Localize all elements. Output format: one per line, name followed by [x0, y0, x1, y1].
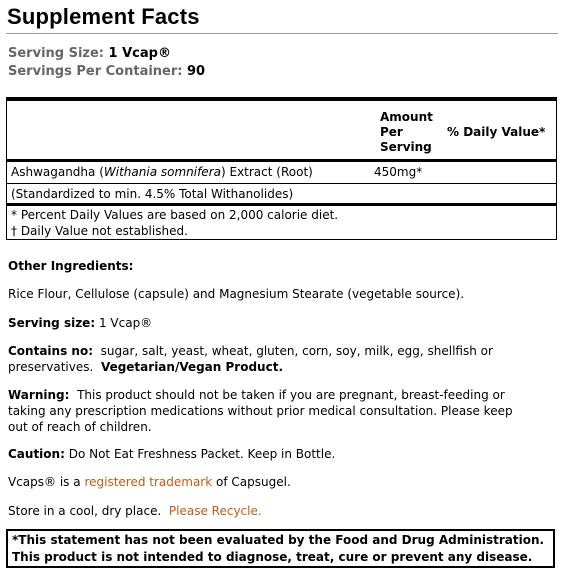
registered-trademark-link[interactable]: registered trademark [84, 475, 213, 489]
supplement-facts-table [6, 97, 557, 240]
contains-no-line1: sugar, salt, yeast, wheat, gluten, corn, soy, milk, egg, shellfish or [100, 344, 493, 358]
serving-size-line-value: 1 Vcap® [98, 316, 153, 330]
warning-line2: taking any prescription medications without prior medical consultation. Please keep [8, 404, 513, 418]
amount-per-serving-header [380, 110, 433, 155]
trademark-line [8, 474, 556, 490]
ingredient-name-suffix: ) Extract (Root) [220, 165, 313, 179]
daily-value-header: % Daily Value* [447, 125, 546, 139]
other-ingredients-text: Rice Flour, Cellulose (capsule) and Magnesium Stearate (vegetable source). [8, 287, 465, 301]
caution-text: Do Not Eat Freshness Packet. Keep in Bottle. [68, 447, 336, 461]
header-line: Amount [380, 110, 433, 124]
footnote-dv-not-established: † Daily Value not established. [11, 224, 188, 238]
serving-size-value: 1 Vcap® [108, 46, 171, 61]
serving-size-line [8, 315, 556, 331]
thick-divider [7, 159, 556, 162]
serving-size-line-label: Serving size: [8, 316, 96, 330]
warning-block [8, 387, 556, 435]
contains-no-label: Contains no: [8, 344, 93, 358]
other-ingredients-heading: Other Ingredients: [8, 259, 134, 273]
caution-line [8, 446, 556, 462]
header-line: Per [380, 125, 403, 139]
servings-per-container-row [8, 64, 205, 79]
warning-label: Warning: [8, 388, 70, 402]
serving-size-row [8, 46, 171, 61]
serving-size-label: Serving Size: [8, 46, 105, 61]
divider [6, 33, 558, 34]
contains-no-block [8, 343, 556, 375]
warning-line1: This product should not be taken if you are pregnant, breast-feeding or [77, 388, 505, 402]
page-title: Supplement Facts [7, 4, 200, 29]
footnote-percent-dv: * Percent Daily Values are based on 2,000 calorie diet. [11, 208, 339, 222]
servings-per-container-value: 90 [187, 64, 206, 79]
storage-line [8, 503, 556, 519]
ingredient-name-prefix: Ashwagandha ( [11, 165, 104, 179]
ingredient-amount: 450mg* [374, 165, 423, 179]
caution-label: Caution: [8, 447, 65, 461]
disclaimer-line2: This product is not intended to diagnose, treat, cure or prevent any disease. [12, 550, 533, 564]
header-line: Serving [380, 140, 432, 154]
contains-no-line2: preservatives. [8, 360, 94, 374]
fda-disclaimer-box [6, 529, 555, 568]
standardized-note: (Standardized to min. 4.5% Total Withanolides) [11, 187, 294, 201]
warning-line3: out of reach of children. [8, 420, 152, 434]
vegetarian-vegan-label: Vegetarian/Vegan Product. [100, 360, 283, 374]
trademark-prefix: Vcaps® is a [8, 475, 81, 489]
servings-per-container-label: Servings Per Container: [8, 64, 183, 79]
thick-divider [7, 203, 556, 206]
disclaimer-line1: *This statement has not been evaluated by the Food and Drug Administration. [12, 533, 545, 547]
row-divider [7, 183, 556, 184]
trademark-suffix: of Capsugel. [216, 475, 291, 489]
please-recycle-link[interactable]: Please Recycle. [168, 504, 262, 518]
ingredient-name [11, 165, 313, 180]
storage-text: Store in a cool, dry place. [8, 504, 162, 518]
ingredient-latin-name: Withania somnifera [103, 165, 221, 179]
